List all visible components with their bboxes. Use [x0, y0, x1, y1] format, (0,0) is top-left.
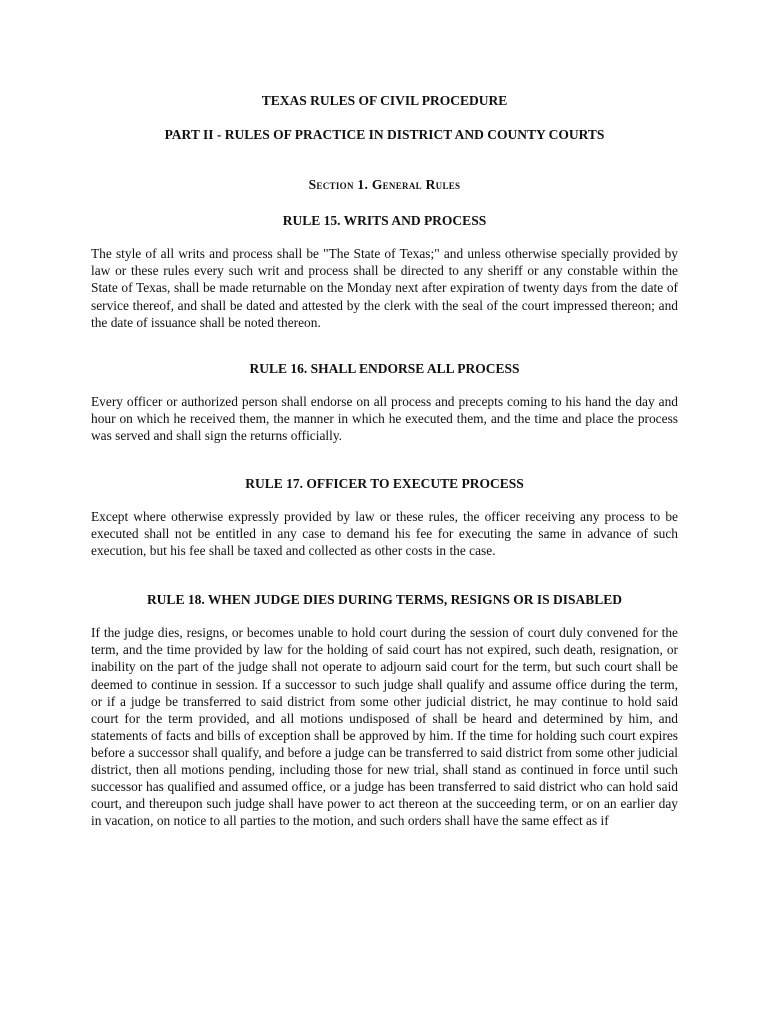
rule-15 [91, 212, 678, 331]
document-title: TEXAS RULES OF CIVIL PROCEDURE [261, 93, 508, 108]
rule-heading: RULE 15. WRITS AND PROCESS [282, 213, 487, 228]
rule-heading: RULE 16. SHALL ENDORSE ALL PROCESS [249, 361, 520, 377]
rule-text: The style of all writs and process shall be "The State of Texas;" and unless otherwise specially provided by law or these rules every such writ and process shall be directed to any sheriff or any constable within the State of Texas, shall be made returnable on the Monday next after expiration of twenty days from the date of service thereof, and shall be dated and attested by the clerk with the seal of the court impressed thereon; and the date of issuance shall be noted thereon. [91, 246, 678, 330]
rule-17 [91, 475, 678, 560]
rule-text: Every officer or authorized person shall endorse on all process and precepts coming to his hand the day and hour on which he received them, the manner in which he executed them, and the time and place the process was served and shall sign the returns officially. [91, 394, 678, 444]
part-title: PART II - RULES OF PRACTICE IN DISTRICT AND COUNTY COURTS [164, 127, 605, 142]
rule-heading: RULE 17. OFFICER TO EXECUTE PROCESS [245, 475, 524, 491]
rule-text: If the judge dies, resigns, or becomes unable to hold court during the session of court duly convened for the term, and the time provided by law for the holding of said court has not expired, such death, resignation, or inability on the part of the judge shall not operate to adjourn said court for the term, but such court shall be deemed to continue in session. If a successor to such judge shall qualify and assume office during the term, or if a judge be transferred to said district from some other judicial district, he may continue to hold said court for the term provided, and all motions undisposed of shall be heard and determined by him, and statements of facts and bills of exception shall be approved by him. If the time for holding such court expires before a successor shall qualify, and before a judge can be transferred to said district from some other judicial district, then all motions pending, including those for new trial, shall stand as continued in force until such successor has qualified and assumed office, or a judge has been transferred to said district who can hold said court, and thereupon such judge shall have power to act thereon at the succeeding term, or on an earlier day in vacation, on notice to all parties to the motion, and such orders shall have the same effect as if [91, 625, 678, 829]
rule-text: Except where otherwise expressly provided by law or these rules, the officer receiving any process to be executed shall not be entitled in any case to demand his fee for executing the same in advance of such execution, but his fee shall be taxed and collected as other costs in the case. [91, 508, 678, 559]
rule-18 [91, 591, 678, 829]
section-title: Section 1. General Rules [308, 177, 461, 192]
rule-heading: RULE 18. WHEN JUDGE DIES DURING TERMS, RESIGNS OR IS DISABLED [146, 592, 623, 608]
rule-16 [91, 360, 678, 445]
